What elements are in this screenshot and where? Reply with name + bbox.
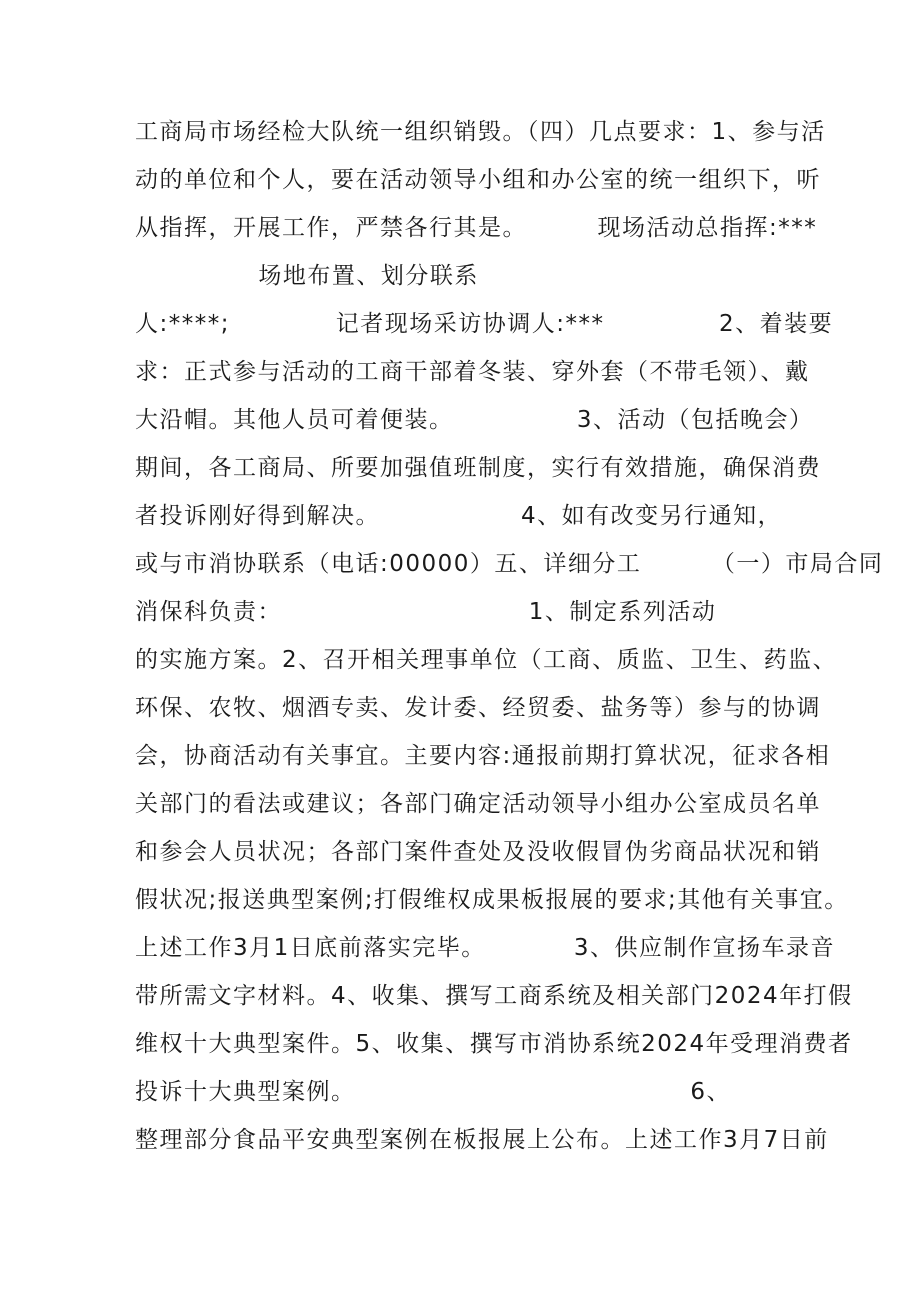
text-line: 者投诉刚好得到解决。 4、如有改变另行通知， <box>135 503 783 529</box>
text-line: 投诉十大典型案例。 6、 <box>135 1079 731 1105</box>
text-line: 求：正式参与活动的工商干部着冬装、穿外套（不带毛领）、戴 <box>135 359 810 385</box>
text-line: 动的单位和个人，要在活动领导小组和办公室的统一组织下，听 <box>135 167 821 193</box>
text-line: 上述工作3月1日底前落实完毕。 3、供应制作宣扬车录音 <box>135 935 836 961</box>
text-line: 假状况;报送典型案例;打假维权成果板报展的要求;其他有关事宜。 <box>135 887 849 913</box>
text-line: 关部门的看法或建议；各部门确定活动领导小组办公室成员名单 <box>135 791 821 817</box>
text-line: 期间，各工商局、所要加强值班制度，实行有效措施，确保消费 <box>135 455 821 481</box>
text-line: 从指挥，开展工作，严禁各行其是。 现场活动总指挥:*** <box>135 215 818 241</box>
text-line: 会，协商活动有关事宜。主要内容:通报前期打算状况，征求各相 <box>135 743 831 769</box>
text-line: 人:****; 记者现场采访协调人:*** 2、着装要 <box>135 311 834 337</box>
text-line: 环保、农牧、烟酒专卖、发计委、经贸委、盐务等）参与的协调 <box>135 695 821 721</box>
text-line: 工商局市场经检大队统一组织销毁。（四）几点要求：1、参与活 <box>135 119 826 145</box>
text-line: 场地布置、划分联系 <box>135 263 479 289</box>
text-line: 带所需文字材料。4、收集、撰写工商系统及相关部门2024年打假 <box>135 983 853 1009</box>
text-line: 的实施方案。2、召开相关理事单位（工商、质监、卫生、药监、 <box>135 647 838 673</box>
text-line: 或与市消协联系（电话:00000）五、详细分工 （一）市局合同 <box>135 551 884 577</box>
text-line: 大沿帽。其他人员可着便装。 3、活动（包括晚会） <box>135 407 814 433</box>
text-line: 整理部分食品平安典型案例在板报展上公布。上述工作3月7日前 <box>135 1127 829 1153</box>
text-line: 和参会人员状况；各部门案件查处及没收假冒伪劣商品状况和销 <box>135 839 821 865</box>
text-line: 消保科负责： 1、制定系列活动 <box>135 599 717 625</box>
text-line: 维权十大典型案件。5、收集、撰写市消协系统2024年受理消费者 <box>135 1031 853 1057</box>
